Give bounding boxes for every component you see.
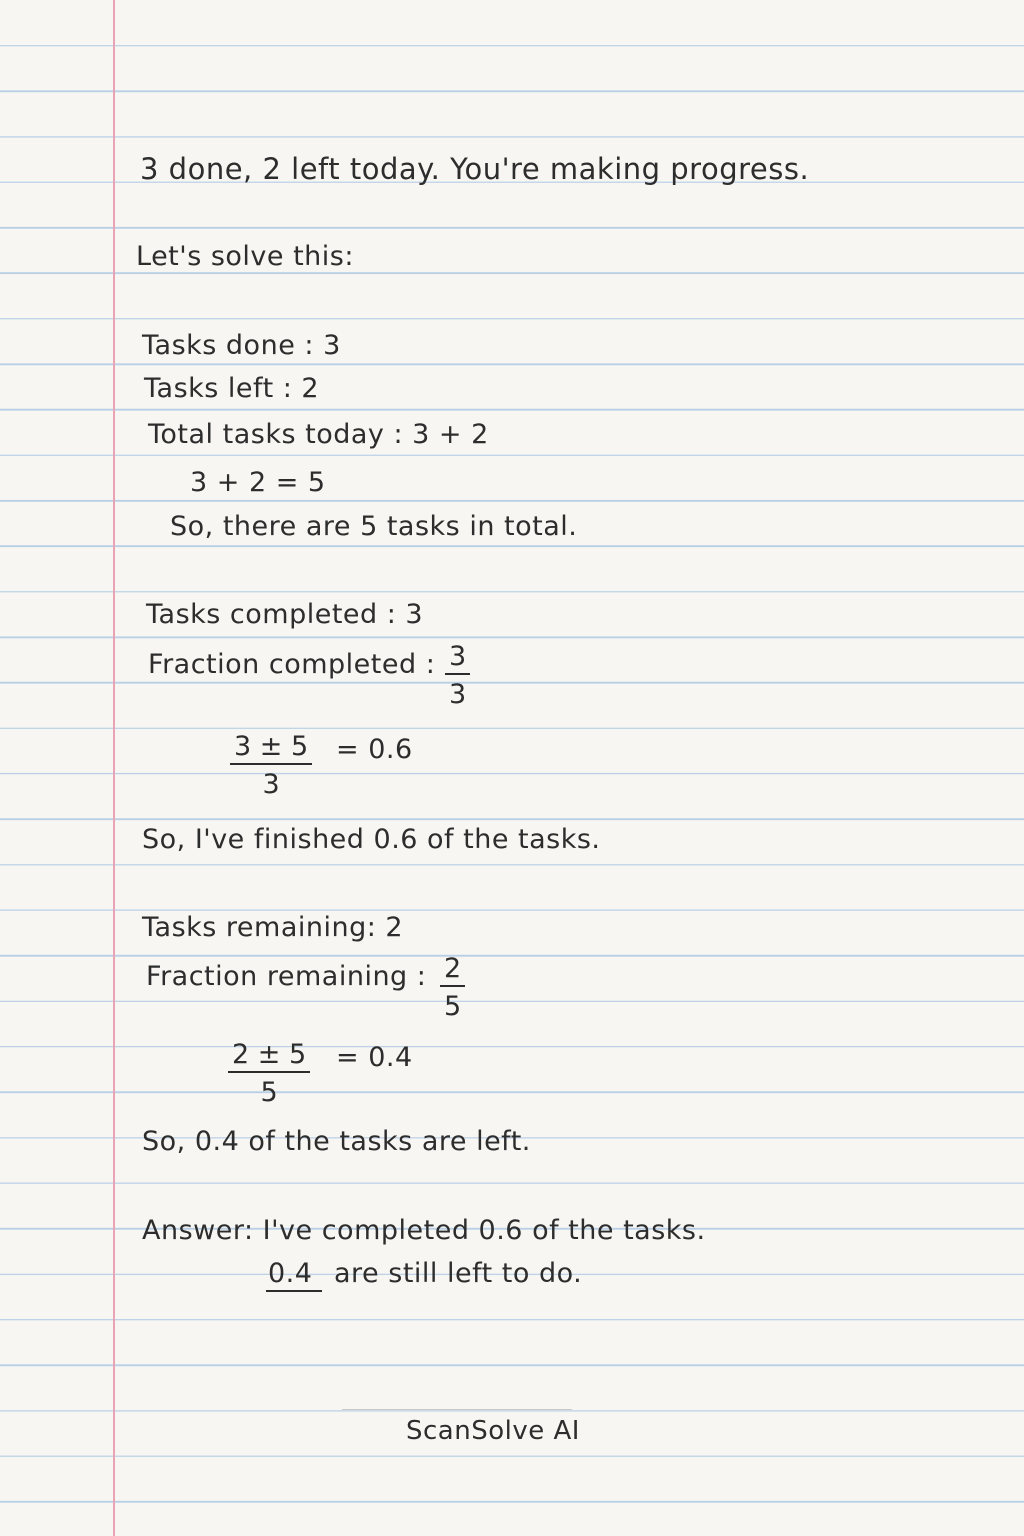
completed-calc-result: = 0.6 <box>336 734 413 765</box>
fraction-remaining-value <box>440 955 465 1020</box>
remaining-calc-result: = 0.4 <box>336 1042 413 1073</box>
footer-divider <box>342 1409 572 1410</box>
completed-calculation-fraction <box>230 733 312 798</box>
tasks-remaining-line: Tasks remaining: 2 <box>142 912 404 943</box>
answer-line-rest: are still left to do. <box>334 1258 583 1289</box>
sum-equation: 3 + 2 = 5 <box>190 467 326 498</box>
completed-calc-numerator: 3 ± 5 <box>230 733 312 765</box>
remaining-calculation-fraction <box>228 1041 310 1106</box>
remaining-conclusion: So, 0.4 of the tasks are left. <box>142 1126 531 1157</box>
footer-brand: ScanSolve AI <box>406 1416 580 1446</box>
completed-calc-denominator: 3 <box>262 769 280 800</box>
total-tasks-line: Total tasks today : 3 + 2 <box>148 419 489 450</box>
tasks-left-line: Tasks left : 2 <box>144 373 320 404</box>
answer-value: 0.4 <box>268 1258 313 1289</box>
lets-solve-heading: Let's solve this: <box>136 241 354 272</box>
fraction-remaining-denominator: 5 <box>444 991 462 1022</box>
remaining-calc-numerator: 2 ± 5 <box>228 1041 310 1073</box>
fraction-completed-denominator: 3 <box>449 679 467 710</box>
answer-line: Answer: I've completed 0.6 of the tasks. <box>142 1215 706 1246</box>
margin-line <box>113 0 115 1536</box>
intro-text: 3 done, 2 left today. You're making progress. <box>140 152 810 186</box>
remaining-calc-denominator: 5 <box>260 1077 278 1108</box>
fraction-completed-value <box>445 643 470 708</box>
answer-underline <box>266 1290 322 1292</box>
tasks-done-line: Tasks done : 3 <box>142 330 341 361</box>
tasks-completed-line: Tasks completed : 3 <box>146 599 424 630</box>
fraction-completed-label: Fraction completed : <box>148 649 436 680</box>
total-conclusion: So, there are 5 tasks in total. <box>170 511 578 542</box>
fraction-remaining-numerator: 2 <box>440 955 465 987</box>
fraction-completed-numerator: 3 <box>445 643 470 675</box>
completed-conclusion: So, I've finished 0.6 of the tasks. <box>142 824 601 855</box>
fraction-remaining-label: Fraction remaining : <box>146 961 427 992</box>
